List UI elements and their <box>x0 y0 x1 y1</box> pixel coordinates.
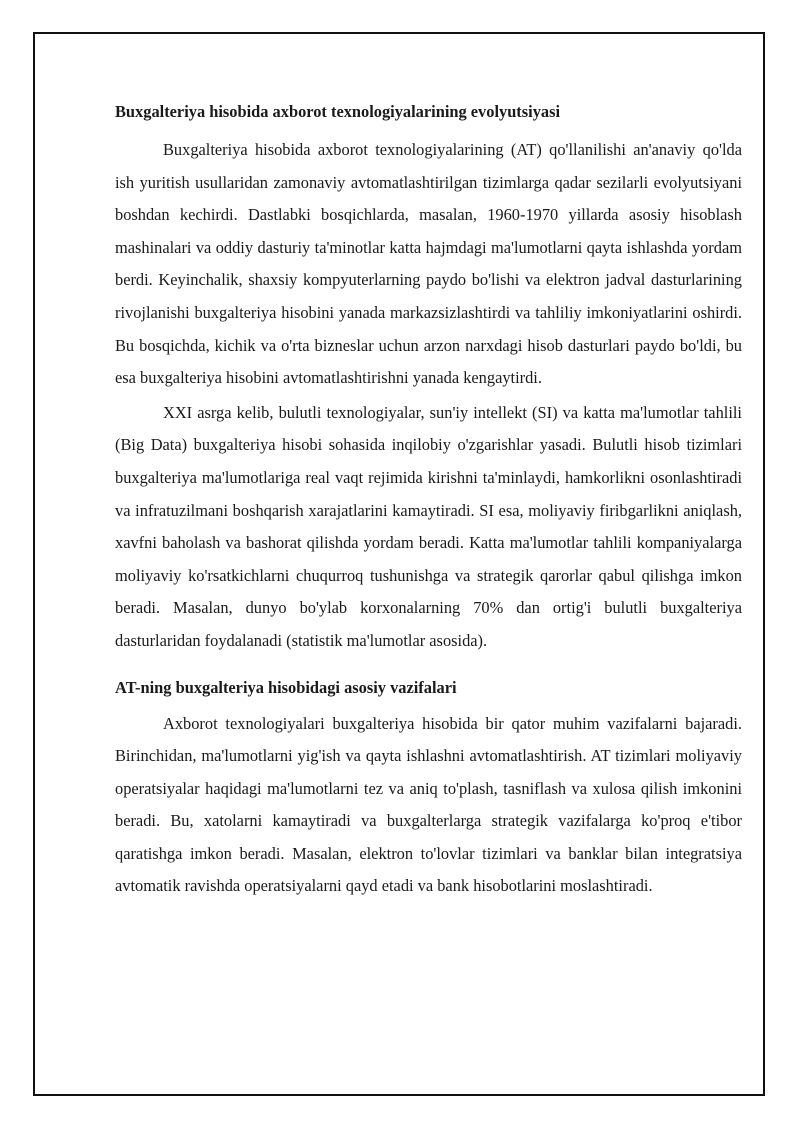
paragraph: Buxgalteriya hisobida axborot texnologiyalarining (AT) qo'llanilishi an'anaviy qo'lda ish yuritish usullaridan zamonaviy avtomatlashtirilgan tizimlarga qadar sezilarli evolyutsiyani boshdan kechirdi. Dastlabki bosqichlarda, masalan, 1960-1970 yillarda asosiy hisoblash mashinalari va oddiy dasturiy ta'minotlar katta hajmdagi ma'lumotlarni qayta ishlashda yordam berdi. Keyinchalik, shaxsiy kompyuterlarning paydo bo'lishi va elektron jadval dasturlarining rivojlanishi buxgalteriya hisobini yanada markazsizlashtirdi va tahliliy imkoniyatlarini oshirdi. Bu bosqichda, kichik va o'rta bizneslar uchun arzon narxdagi hisob dasturlari paydo bo'ldi, bu esa buxgalteriya hisobini avtomatlashtirishni yanada kengaytirdi. <box>115 140 742 388</box>
section-heading-evolution: Buxgalteriya hisobida axborot texnologiyalarining evolyutsiyasi <box>115 102 561 121</box>
paragraph: Axborot texnologiyalari buxgalteriya hisobida bir qator muhim vazifalarni bajaradi. Birinchidan, ma'lumotlarni yig'ish va qayta ishlashni avtomatlashtirish. AT tizimlari moliyaviy operatsiyalar haqidagi ma'lumotlarni tez va aniq to'plash, tasniflash va xulosa qilish imkonini beradi. Bu, xatolarni kamaytiradi va buxgalterlarga strategik vazifalarga ko'proq e'tibor qaratishga imkon beradi. Masalan, elektron to'lovlar tizimlari va banklar bilan integratsiya avtomatik ravishda operatsiyalarni qayd etadi va bank hisobotlarini moslashtiradi. <box>115 713 742 896</box>
paragraph: XXI asrga kelib, bulutli texnologiyalar, sun'iy intellekt (SI) va katta ma'lumotlar tahlili (Big Data) buxgalteriya hisobi sohasida inqilobiy o'zgarishlar yasadi. Bulutli hisob tizimlari buxgalteriya ma'lumotlariga real vaqt rejimida kirishni ta'minlaydi, hamkorlikni osonlashtiradi va infratuzilmani boshqarish xarajatlarini kamaytiradi. SI esa, moliyaviy firibgarlikni aniqlash, xavfni baholash va bashorat qilishda yordam beradi. Katta ma'lumotlar tahlili kompaniyalarga moliyaviy ko'rsatkichlarni chuqurroq tushunishga va strategik qarorlar qabul qilishga imkon beradi. Masalan, dunyo bo'ylab korxonalarning 70% dan ortig'i bulutli buxgalteriya dasturlaridan foydalanadi (statistik ma'lumotlar asosida). <box>115 402 742 650</box>
document-body <box>115 100 742 903</box>
section-heading-functions: AT-ning buxgalteriya hisobidagi asosiy vazifalari <box>115 677 457 697</box>
